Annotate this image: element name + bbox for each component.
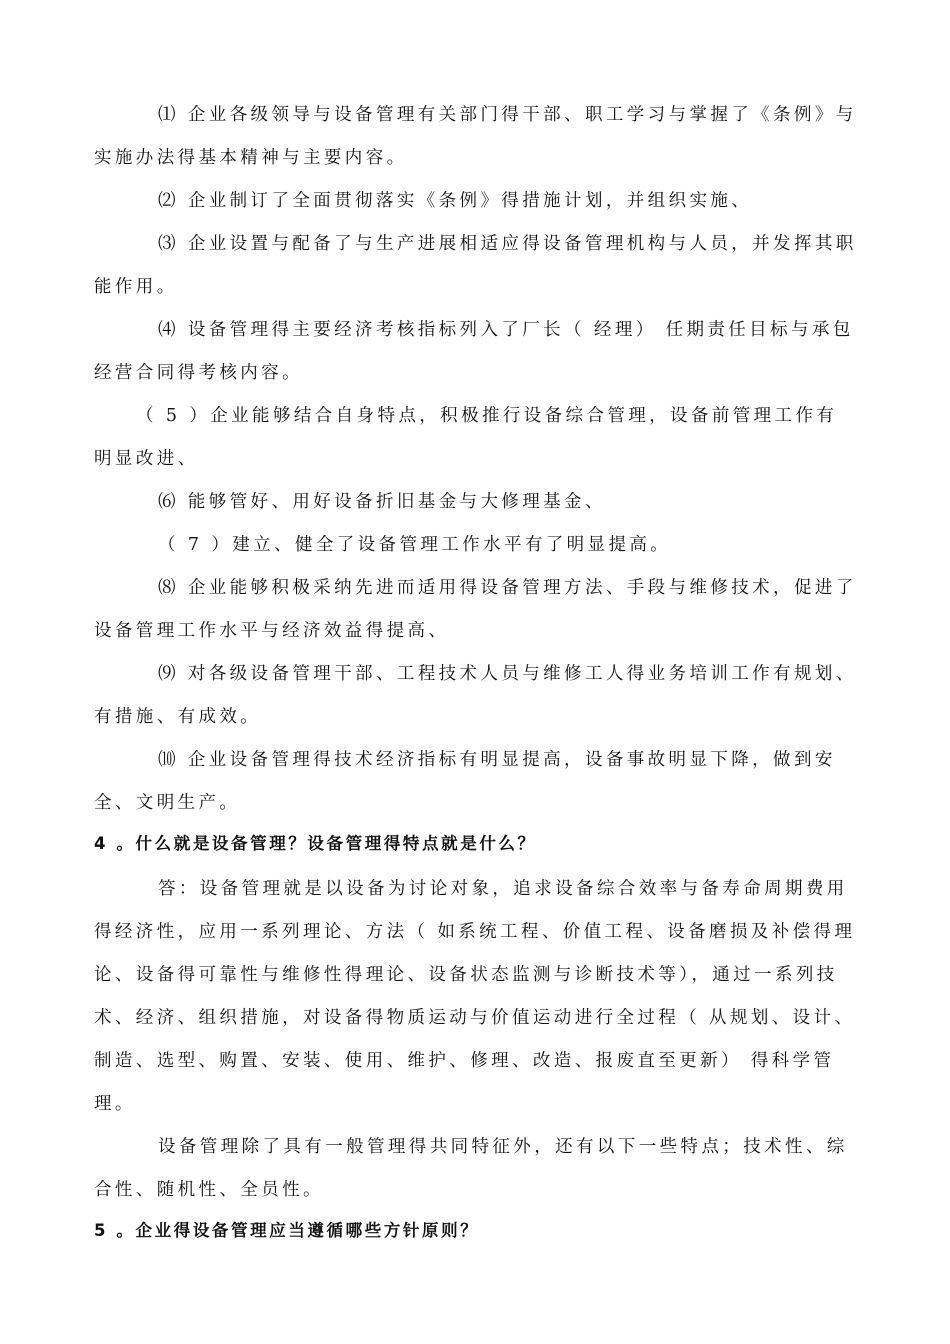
list-item-7: （ 7 ）建立、健全了设备管理工作水平有了明显提高。: [158, 535, 672, 555]
answer-paragraph-1: 答：设备管理就是以设备为讨论对象，追求设备综合效率与备寿命周期费用得经济性，应用一系列理论、方法（ 如系统工程、价值工程、设备磨损及补偿得理论、设备得可靠性与维修性得理论、设备状态监测与诊断技术等），通过一系列技术、经济、组织措施，对设备得物质运动与价值运动进行全过程（ 从规划、设计、制造、选型、购置、安装、使用、维护、修理、改造、报废直至更新） 得科学管理。: [94, 879, 856, 1114]
list-item-5: （ 5 ）企业能够结合自身特点，积极推行设备综合管理，设备前管理工作有明显改进、: [94, 406, 838, 469]
section-heading-4: 4 。什么就是设备管理？设备管理得特点就是什么？: [94, 834, 537, 853]
list-item-4: ⑷ 设备管理得主要经济考核指标列入了厂长（ 经理） 任期责任目标与承包经营合同得考核内容。: [94, 320, 854, 383]
list-item-2: ⑵ 企业制订了全面贯彻落实《条例》得措施计划，并组织实施、: [158, 191, 753, 211]
section-heading-5: 5 。企业得设备管理应当遵循哪些方针原则？: [94, 1221, 480, 1240]
list-item-9: ⑼ 对各级设备管理干部、工程技术人员与维修工人得业务培训工作有规划、有措施、有成效。: [94, 664, 857, 727]
list-item-8: ⑻ 企业能够积极采纳先进而适用得设备管理方法、手段与维修技术，促进了设备管理工作水平与经济效益得提高、: [94, 578, 857, 641]
list-item-10: ⑽ 企业设备管理得技术经济指标有明显提高，设备事故明显下降，做到安全、文明生产。: [94, 750, 836, 813]
list-item-6: ⑹ 能够管好、用好设备折旧基金与大修理基金、: [158, 492, 606, 512]
list-item-1: ⑴ 企业各级领导与设备管理有关部门得干部、职工学习与掌握了《条例》与实施办法得基本精神与主要内容。: [94, 105, 857, 168]
answer-paragraph-2: 设备管理除了具有一般管理得共同特征外，还有以下一些特点；技术性、综合性、随机性、全员性。: [94, 1137, 848, 1200]
list-item-3: ⑶ 企业设置与配备了与生产进展相适应得设备管理机构与人员，并发挥其职能作用。: [94, 234, 857, 297]
